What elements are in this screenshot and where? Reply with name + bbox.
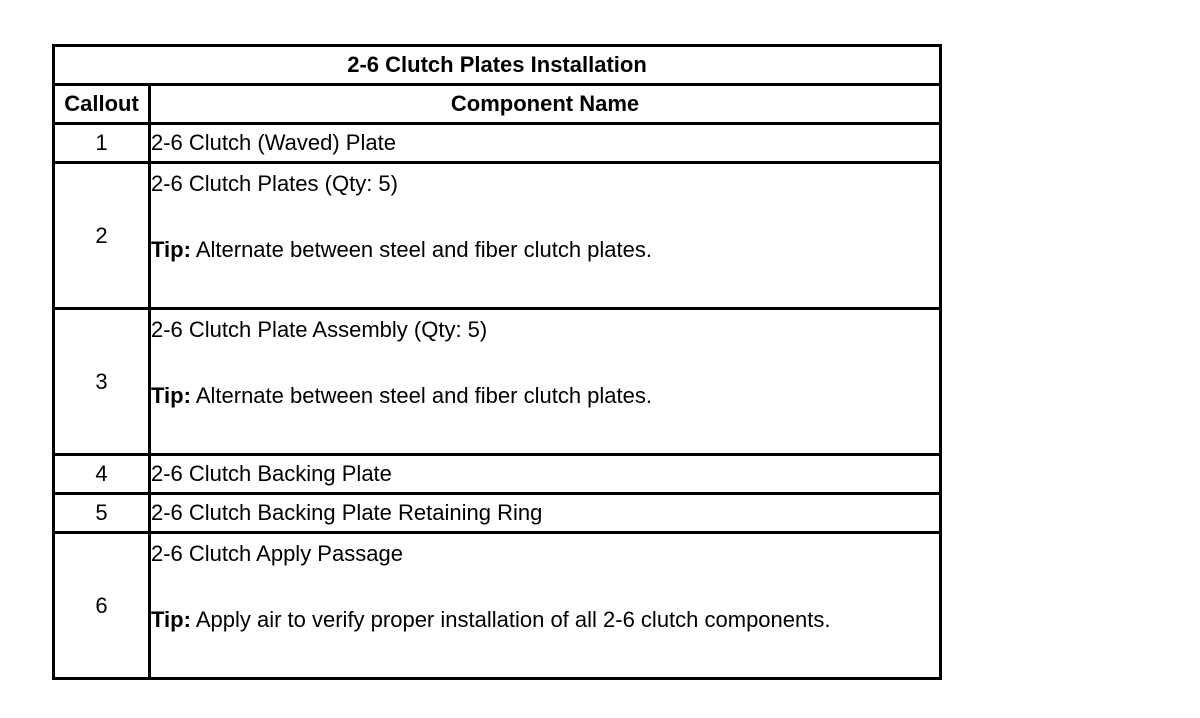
table-header-row xyxy=(54,85,941,124)
tip-text xyxy=(151,383,939,409)
component-cell xyxy=(150,533,941,679)
component-cell xyxy=(150,309,941,455)
callout-number: 2 xyxy=(54,163,150,309)
callout-column-header: Callout xyxy=(54,85,150,124)
table-row xyxy=(54,163,941,309)
tip-label: Tip: xyxy=(151,237,191,262)
component-name: 2-6 Clutch Plate Assembly (Qty: 5) xyxy=(151,317,488,342)
component-name-column-header: Component Name xyxy=(150,85,941,124)
tip-label: Tip: xyxy=(151,383,191,408)
callout-number: 3 xyxy=(54,309,150,455)
component-name: 2-6 Clutch Apply Passage xyxy=(151,541,403,566)
table-row xyxy=(54,309,941,455)
table-row xyxy=(54,533,941,679)
table-title-row xyxy=(54,46,941,85)
tip-body: Apply air to verify proper installation of all 2-6 clutch components. xyxy=(195,607,831,632)
component-cell xyxy=(150,163,941,309)
callout-number: 1 xyxy=(54,124,150,163)
table-row xyxy=(54,494,941,533)
clutch-plates-table xyxy=(52,44,942,680)
component-name: 2-6 Clutch (Waved) Plate xyxy=(150,124,941,163)
tip-text xyxy=(151,237,939,263)
table-row xyxy=(54,124,941,163)
table-row xyxy=(54,455,941,494)
tip-body: Alternate between steel and fiber clutch plates. xyxy=(195,383,652,408)
table-title: 2-6 Clutch Plates Installation xyxy=(54,46,941,85)
callout-number: 4 xyxy=(54,455,150,494)
component-name: 2-6 Clutch Backing Plate xyxy=(150,455,941,494)
component-name: 2-6 Clutch Plates (Qty: 5) xyxy=(151,171,398,196)
tip-body: Alternate between steel and fiber clutch plates. xyxy=(195,237,652,262)
tip-label: Tip: xyxy=(151,607,191,632)
callout-number: 6 xyxy=(54,533,150,679)
tip-text xyxy=(151,607,939,633)
callout-number: 5 xyxy=(54,494,150,533)
component-name: 2-6 Clutch Backing Plate Retaining Ring xyxy=(150,494,941,533)
